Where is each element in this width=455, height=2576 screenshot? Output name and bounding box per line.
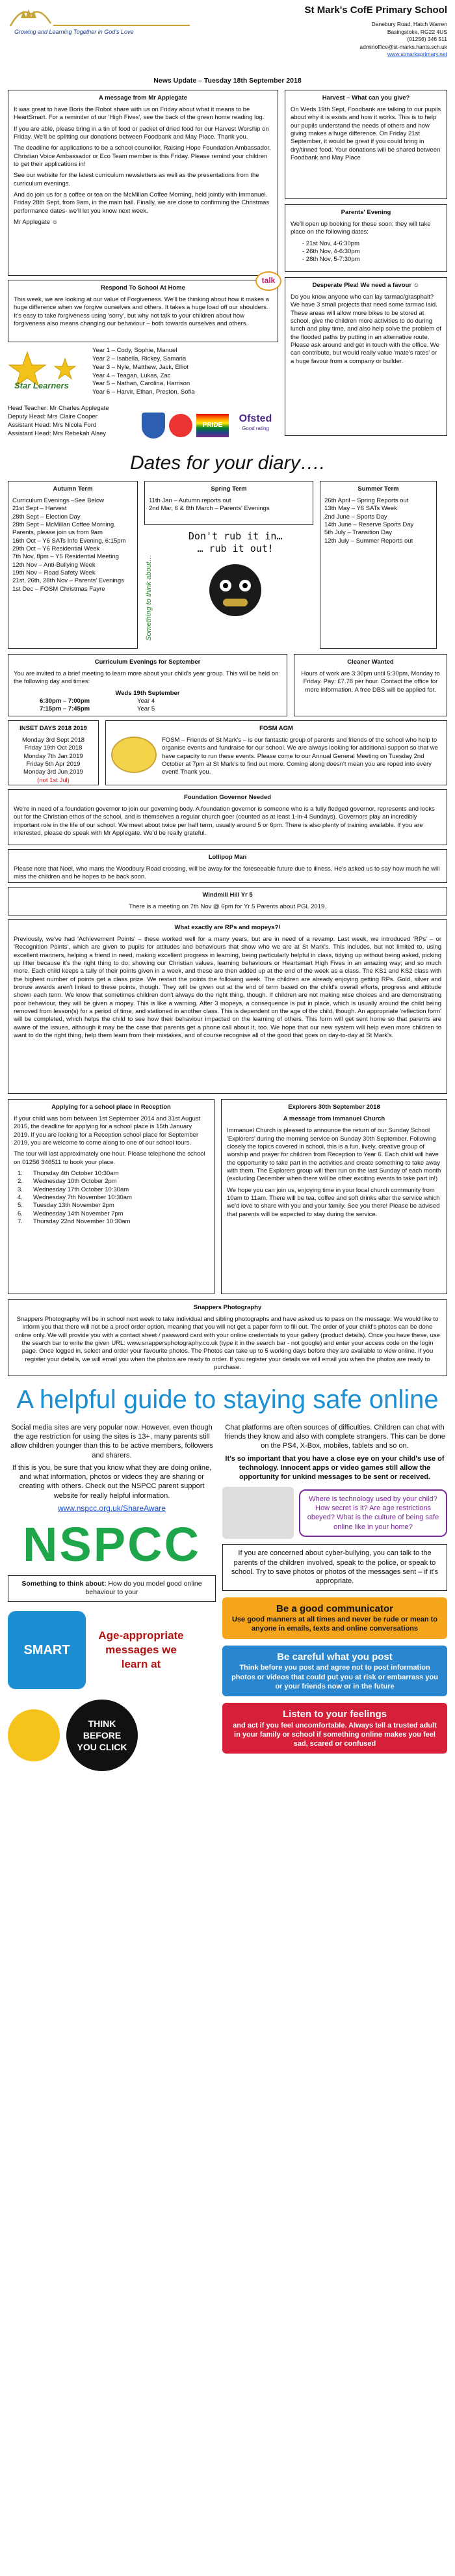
parents-evening-dates: [291, 240, 441, 264]
autumn-item: 21st Sept – Harvest: [12, 505, 67, 513]
think-title: Something to think about:: [21, 1579, 107, 1588]
applegate-message: [8, 90, 278, 276]
safety-right-p2: It's so important that you have a close eye on your child's use of technology. Innocent apps or video games still allow the opportunity for unkind messages to be sent or received.: [225, 1454, 445, 1482]
nspcc-link[interactable]: www.nspcc.org.uk/ShareAware: [58, 1504, 166, 1513]
autumn-item: 7th Nov, 8pm – Y5 Residential Meeting: [12, 553, 119, 561]
star-learner-row: Year 1 – Cody, Sophie, Manuel: [92, 347, 177, 355]
autumn-item: 16th Oct – Y6 SATs Info Evening, 6:15pm: [12, 537, 126, 545]
inset-item: Friday 5th Apr 2019: [26, 761, 81, 768]
school-logo: [8, 4, 203, 77]
tour-number: 4.: [18, 1194, 23, 1202]
think-box: [8, 1575, 216, 1602]
tour-item: [18, 1218, 209, 1226]
explorers-p1: Immanuel Church is pleased to announce the return of our Sunday School 'Explorers' during the morning service on Sunday 30th September. Following closely the topics covered in school, this is a fun, lively, creative group of worship and prayer for children from Reception to Year 6. Each child will have the opportunity to take part in the activities and create something to take away with them. The Explorers group will then run on the last Sunday of each month (excluding December when there will be other exciting events to take part in!): [227, 1127, 441, 1183]
think-body: How do you model good online behaviour to your: [85, 1579, 202, 1597]
summer-item: 26th April – Spring Reports out: [324, 496, 409, 504]
tagline: Growing and Learning Together in God's Love: [14, 29, 134, 35]
tour-item: [18, 1178, 209, 1186]
talk-badge: talk: [255, 271, 281, 291]
dont-rub-line-1: Don't rub it in…: [188, 530, 283, 542]
mask-face-icon: [206, 561, 265, 619]
curriculum-date: Weds 19th September: [115, 689, 180, 697]
summer-item: 2nd June – Sports Day: [324, 513, 387, 521]
safe-online-banner: A helpful guide to staying safe online: [16, 1385, 439, 1414]
good-communicator: [222, 1597, 447, 1639]
star-learners-graphic: [8, 349, 86, 395]
tour-date: Tuesday 13th November 2pm: [33, 1202, 114, 1210]
website-link[interactable]: www.stmarksprimary.net: [387, 51, 447, 58]
spring-term: [144, 481, 313, 525]
address-line-1: Danebury Road, Hatch Warren: [371, 21, 447, 28]
think-before-click-badge: THINK BEFORE YOU CLICK: [66, 1700, 138, 1771]
summer-item: 5th July – Transition Day: [324, 529, 393, 537]
harvest-box: [285, 90, 447, 199]
curriculum-time: 6:30pm – 7:00pm: [40, 698, 90, 705]
applegate-p5: And do join us for a coffee or tea on the McMillan Coffee Morning, held jointly with Immanuel. Friday 28th Sept, from 9am, in the main hall. Finally, we are close to confirming the Christmas performance dates- we'll let you know next week.: [14, 191, 270, 215]
applegate-p3: The deadline for applications to be a school councillor, Raising Hope Foundation Ambassador, Christian Voice Ambassador or Eco Team member is this Friday. Please remind your children to get their applications in!: [14, 144, 271, 169]
autumn-title: Autumn Term: [53, 485, 93, 493]
tour-item: [18, 1194, 209, 1202]
windmill-hill: [8, 887, 447, 915]
parents-evening-intro: We'll open up booking for these soon; they will take place on the following dates:: [291, 220, 431, 236]
tour-number: 5.: [18, 1202, 23, 1210]
school-crest-icon: [142, 413, 165, 439]
vertical-note: Something to think about…: [145, 554, 153, 641]
ofsted-badge: [233, 413, 278, 439]
spring-list: [149, 497, 309, 513]
summer-item: 14th June – Reserve Sports Day: [324, 521, 414, 529]
applegate-title: A message from Mr Applegate: [98, 94, 188, 102]
safety-right-column: [222, 1423, 447, 1918]
curriculum-time: 7:15pm – 7:45pm: [40, 705, 90, 713]
star-learner-row: Year 6 – Harvir, Ethan, Preston, Sofia: [92, 388, 195, 396]
snappers-body: Snappers Photography will be in school next week to take individual and sibling photographs and have asked us to pass on the message: We would like to inform you that there will not be a proof order option, meaning that you will not get a paper form to fill out. The order of your child's photos can be done online only. We will provide you with a contact sheet / password card with your online credentials to your gallery (product details). Once you have these, use the search bar to write the given URL: www.snappersphotography.co.uk (type it in the search bar - not google) and enter your access code on the login page. Once logged in, select and order your favourite photos. The Photos can take up to 5 working days before they are available to view online. If you register your details, we will email you when the photos are ready to order. If you register your details we will email you when the photos are ready to purchase.: [15, 1315, 440, 1372]
star-learners: [8, 346, 278, 398]
assistant-head-2: Assistant Head: Mrs Rebekah Alsey: [8, 429, 107, 437]
harvest-body: On Weds 19th Sept, Foodbank are talking to our pupils about why it is exists and how it works. This is to help our pupils understand the needs of others and how giving makes a huge difference. On Friday 21st September, it would be great if you could bring in dry/tinned food. Your donations will be shared between Foodbank and May Place: [291, 105, 441, 162]
inset-item: Friday 19th Oct 2018: [24, 744, 83, 752]
good-comm-body: Use good manners at all times and never be rude or mean to anyone in emails, texts and online conversations: [231, 1616, 438, 1633]
autumn-item: Curriculum Evenings –See Below: [12, 496, 104, 504]
head-teacher: Head Teacher: Mr Charles Applegate: [8, 405, 109, 413]
curriculum-times: [14, 698, 281, 714]
inset-title: INSET DAYS 2018 2019: [20, 724, 87, 732]
careful-title: Be careful what you post: [277, 1651, 393, 1662]
tour-date: Thursday 4th October 10:30am: [33, 1170, 119, 1178]
header: [8, 4, 447, 77]
inset-item: Monday 7th Jan 2019: [23, 752, 83, 760]
reception-p1: If your child was born between 1st September 2014 and 31st August 2015, the deadline for applying for a school place is 15th January 2019. If you are looking for a Reception school place for September 2019, you are welcome to come along to one of our school tours.: [14, 1115, 201, 1147]
governor-title: Foundation Governor Needed: [183, 793, 272, 801]
governor-body: We're in need of a foundation governor to join our governing body. A foundation governor is someone who is a fully fledged governor, represents and looks out for the Christian ethos of the school, and is themselves a regular church goer (counted as at least 1-in-4 Sundays). Governors play an incredibly important role in the life of our school. We meet about twice per half term, usually around 5 or 6pm. There is also plenty of training available. If you are interested, please do speak with Mr Applegate. We'd be really grateful.: [14, 805, 435, 837]
applegate-p4: See our website for the latest curriculum newsletters as well as the presentations from the curriculum evenings.: [14, 172, 259, 187]
spring-item: 11th Jan – Autumn reports out: [149, 496, 231, 504]
devices-icon: [222, 1487, 294, 1539]
parents-evening-date: - 28th Nov, 5-7:30pm: [302, 256, 360, 264]
summer-list: [324, 497, 432, 545]
pride-badge: PRIDE: [196, 414, 229, 437]
tour-item: [18, 1210, 209, 1218]
star-learners-label: Star Learners: [14, 380, 69, 390]
listen-body: and act if you feel uncomfortable. Always tell a trusted adult in your family or school if something online makes you feel sad, scared or confused: [233, 1721, 437, 1748]
star-learner-row: Year 2 – Isabella, Rickey, Samaria: [92, 355, 187, 363]
smile-icon: ☺: [51, 219, 58, 226]
curriculum-year: Year 5: [137, 705, 155, 713]
star-learner-row: Year 5 – Nathan, Carolina, Harrison: [92, 380, 190, 388]
summer-term: [320, 481, 437, 649]
inset-item: Monday 3rd Sept 2018: [21, 736, 85, 744]
snappers-title: Snappers Photography: [193, 1303, 262, 1311]
ofsted-label: Ofsted: [239, 413, 272, 424]
lollipop-body: Please note that Noel, who mans the Woodbury Road crossing, will be away for the foreseeable future due to illness. He's asked us to say how much he will miss the children and he hopes to be back soon.: [14, 865, 440, 881]
explorers-title: Explorers 30th September 2018: [288, 1103, 380, 1111]
tour-item: [18, 1186, 209, 1194]
lollipop-man: [8, 849, 447, 883]
listen-feelings: [222, 1703, 447, 1754]
deputy-head: Deputy Head: Mrs Claire Cooper: [8, 413, 98, 421]
parents-evening-date: - 21st Nov, 4-6:30pm: [302, 239, 360, 247]
rps-title: What exactly are RPs and mopeys?!: [174, 923, 281, 931]
summer-item: 13th May – Y6 SATs Week: [324, 505, 397, 513]
reception-p2: The tour will last approximately one hour. Please telephone the school on 01256 346511 to book your place.: [14, 1150, 205, 1166]
reception-places: [8, 1099, 214, 1294]
news-update-heading: News Update – Tuesday 18th September 2018: [153, 77, 302, 85]
respond-title: Respond To School At Home: [101, 284, 185, 291]
star-learners-list: [92, 347, 195, 397]
foundation-governor: [8, 789, 447, 845]
spring-item: 2nd Mar, 6 & 8th March – Parents' Evenings: [149, 505, 270, 513]
fosm-logo-icon: [111, 737, 157, 773]
windmill-title: Windmill Hill Yr 5: [202, 891, 253, 899]
autumn-term: [8, 481, 138, 649]
safety-left-p2: If this is you, be sure that you know what they are doing online, and what information, photos or videos they are sharing or creating with others. Check out the NSPCC parent support website for really helpful information.: [12, 1463, 212, 1500]
fosm-body: FOSM – Friends of St Mark's – is our fantastic group of parents and friends of the school who help to organise events and fundraise for our school. We are always looking for additional support so that we have capacity to run these events. Please come to our Annual General Meeting on Tuesday 2nd October at 7pm at St Mark's to find out more. Coming along doesn't mean you are roped into every event! Thank you.: [162, 736, 438, 776]
inset-item: Monday 3rd Jun 2019: [23, 768, 83, 776]
inset-list: [14, 737, 93, 777]
autumn-item: 12th Nov – Anti-Bullying Week: [12, 561, 96, 569]
autumn-item: 1st Dec – FOSM Christmas Fayre: [12, 585, 105, 593]
explorers: [221, 1099, 447, 1294]
fosm-agm: [105, 720, 447, 785]
tour-date: Wednesday 14th November 7pm: [33, 1210, 124, 1217]
careful-post: [222, 1646, 447, 1696]
cleaner-title: Cleaner Wanted: [347, 658, 394, 666]
curriculum-title: Curriculum Evenings for September: [94, 658, 201, 666]
safety-left-column: [8, 1423, 216, 1918]
listen-title: Listen to your feelings: [282, 1709, 387, 1720]
cyberbullying-box: If you are concerned about cyber-bullying, you can talk to the parents of the children involved, speak to the police, or speak to school. Try to save photos or photos of the messages sent – if it's appropriate.: [222, 1544, 447, 1590]
nspcc-logo: NSPCC: [22, 1517, 202, 1571]
parents-evening-box: [285, 204, 447, 272]
autumn-item: 28th Sept – Election Day: [12, 513, 81, 521]
tour-item: [18, 1170, 209, 1178]
address-line-2: Basingstoke, RG22 4US: [387, 28, 447, 35]
heartsmart-icon: [169, 414, 192, 437]
emoji-icon: [8, 1709, 60, 1761]
applegate-sign: Mr Applegate ☺: [14, 219, 58, 226]
school-name: St Mark's CofE Primary School: [304, 5, 447, 16]
tour-number: 1.: [18, 1170, 23, 1178]
explorers-subtitle: A message from Immanuel Church: [283, 1115, 385, 1122]
summer-item: 12th July – Summer Reports out: [324, 537, 413, 545]
question-box: Where is technology used by your child? How secret is it? Are age restrictions obeyed? What is the culture of being safe online like in your home?: [299, 1489, 447, 1537]
explorers-p2: We hope you can join us, enjoying time in your local church community from 10am to 11am. There will be tea, coffee and soft drinks after the service which we'd love to share with you and your family. See you there! Please be advised that parents will be expected to stay during the service.: [227, 1186, 440, 1218]
ofsted-sub: Good rating: [242, 426, 269, 432]
inset-days: [8, 720, 99, 785]
dont-rub-line-2: … rub it out!: [197, 543, 274, 555]
summer-title: Summer Term: [358, 485, 399, 493]
respond-at-home: [8, 275, 278, 342]
dont-rub-it-in: [188, 530, 283, 556]
staff-and-badges: [8, 402, 278, 439]
star-learner-row: Year 4 – Teagan, Lukas, Zac: [92, 372, 171, 379]
tour-date: Thursday 22nd November 10:30am: [33, 1218, 131, 1226]
tour-date: Wednesday 10th October 2pm: [33, 1178, 117, 1186]
lollipop-title: Lollipop Man: [208, 853, 247, 861]
dates-banner: Dates for your diary….: [129, 452, 326, 474]
inset-note: (not 1st Jul): [37, 776, 70, 784]
curriculum-row: [40, 705, 281, 713]
star-learner-row: Year 3 – Nyle, Matthew, Jack, Elliot: [92, 363, 189, 371]
tour-date: Wednesday 17th October 10:30am: [33, 1186, 129, 1193]
staff-list: [8, 405, 109, 438]
tour-item: [18, 1202, 209, 1210]
respond-body: This week, we are looking at our value of Forgiveness. We'll be thinking about how it makes a huge difference when we forgive ourselves and others. It takes a huge load off our shoulders. It's easy to take forgiveness using 'sorry', but why not talk to your children about how forgiveness also means changing our behaviour – both towards ourselves and others.: [14, 295, 269, 328]
tour-number: 2.: [18, 1178, 23, 1186]
email: adminoffice@st-marks.hants.sch.uk: [359, 43, 447, 50]
rps-and-mopeys: [8, 919, 447, 1094]
cleaner-wanted: [294, 654, 447, 716]
curriculum-evenings: [8, 654, 287, 716]
applegate-p1: It was great to have Boris the Robot share with us on Friday about what it means to be HeartSmart. For a reminder of our 'High Fives', see the back of the green home reading log.: [14, 105, 265, 122]
tour-number: 3.: [18, 1186, 23, 1193]
careful-body: Think before you post and agree not to post information photos or videos that could put you at risk or embarrass you or your friends now or in the future: [231, 1664, 438, 1690]
reception-title: Applying for a school place in Reception: [51, 1103, 171, 1111]
smart-badge: SMART: [8, 1611, 86, 1689]
tour-number: 6.: [18, 1210, 23, 1217]
autumn-item: 19th Nov – Road Safety Week: [12, 569, 96, 577]
smile-icon: ☺: [413, 281, 420, 289]
parents-evening-title: Parents' Evening: [341, 208, 391, 216]
windmill-body: There is a meeting on 7th Nov @ 6pm for Yr 5 Parents about PGL 2019.: [129, 902, 326, 910]
assistant-head-1: Assistant Head: Mrs Nicola Ford: [8, 422, 97, 429]
plea-body: Do you know anyone who can lay tarmac/grasphalt? We have 3 small projects that need some tarmac laid. These areas will allow more bikes to be stored at school, give the children more activities to do during lunch and play time, and also help solve the problem of the flooded paths by putting in an alternative route. Please ask around and get in touch with the office. We can contribute, but would really value 'mate's rates' or a huge favour from a company or builder.: [291, 293, 441, 365]
safety-left-p1: Social media sites are very popular now. However, even though the age restriction for using the sites is 13+, many parents still allow children younger than this to be active members, followers and sharers.: [10, 1423, 213, 1459]
curriculum-intro: You are invited to a brief meeting to learn more about your child's year group. This will be held on the following day and times:: [14, 670, 279, 686]
rps-body: Previously, we've had 'Achievement Points' – these worked well for a many years, but are in need of a revamp. Last week, we introduced 'RPs' – or 'Recognition Points', which are given to pupils for attitudes and behaviours that show who we are at St Mark's. This includes, but not limited to, using excellent manners, helping a friend in need, making excellent progress in learning, being particularly helpful in class, tidying up without being asked, picking up litter because it's the right thing to do; showing our Christian values, learning behaviours or Heartsmart High Fives in an amazing way; and so much more. Each child keeps a tally of their points given in a week, and these are then added up at the end of the week as a class. The KS1 and KS2 class with the highest number of points get a class prize. We restart the points the following week. The children are already enjoying getting RPs. Gold, silver and bronze awards aren't linked to these points, though. They will be given out at the end of term based on the child's overall efforts, progress and attitude shown each term. We know that sometimes children don't always do the right thing, though. If children are not making wise choices and are demonstrating poor behaviour, they will be given a mopey. This is like a warning. After 3 mopeys, a consequence is put in place, which is usually around the child being removed from lesson(s) for a period of time, and stationed in another class. This is dependent on the age of the child, though. An appropriate 'reflection form' will be completed, which helps the child to see how their behaviour impacted on the learning of others. This form will get sent home so that parents are aware of the issues, although it may be the case that parents get a phone call about it, too. We hope that our new system will help even more children to want to do the right thing, help them learn from their mistakes, and of course recognise all of the good that goes on day-to-day at St Mark's.: [14, 935, 441, 1040]
safety-right-p1: Chat platforms are often sources of difficulties. Children can chat with friends they know and also with complete strangers. This can be done on the PS4, X-Box, mobiles, tablets and so on.: [224, 1423, 445, 1450]
good-comm-title: Be a good communicator: [276, 1603, 394, 1614]
autumn-item: 28th Sept – McMillan Coffee Morning. Parents, please join us from 9am: [12, 521, 116, 537]
cleaner-body: Hours of work are 3:30pm until 5:30pm, Monday to Friday. Pay: £7.78 per hour. Contact the office for more information. A free DBS will be applied for.: [301, 670, 440, 694]
harvest-title: Harvest – What can you give?: [322, 94, 410, 102]
tour-number: 7.: [18, 1218, 23, 1226]
plea-title: Desperate Plea! We need a favour ☺: [312, 281, 420, 289]
curriculum-row: [40, 698, 281, 705]
parents-evening-date: - 26th Nov, 4-6:30pm: [302, 248, 360, 256]
tour-date: Wednesday 7th November 10:30am: [33, 1194, 132, 1202]
school-contact: [305, 4, 447, 77]
logo-crown-icon: [8, 4, 53, 29]
fosm-title: FOSM AGM: [259, 724, 293, 732]
desperate-plea-box: [285, 277, 447, 436]
autumn-list: [12, 497, 133, 593]
applegate-p2: If you are able, please bring in a tin of food or packet of dried food for our Harvest Worship on Friday. We'll be splitting our donations between Foodbank and May Place. Thank you.: [14, 125, 269, 141]
tour-list: [14, 1170, 209, 1226]
snappers-photography: [8, 1299, 447, 1376]
age-messages: Age-appropriate messages we learn at: [98, 1629, 184, 1670]
curriculum-year: Year 4: [137, 698, 155, 705]
autumn-item: 29th Oct – Y6 Residential Week: [12, 545, 100, 553]
phone: (01256) 346 511: [407, 36, 447, 43]
autumn-item: 21st, 26th, 28th Nov – Parents' Evenings: [12, 577, 124, 585]
spring-title: Spring Term: [211, 485, 247, 493]
